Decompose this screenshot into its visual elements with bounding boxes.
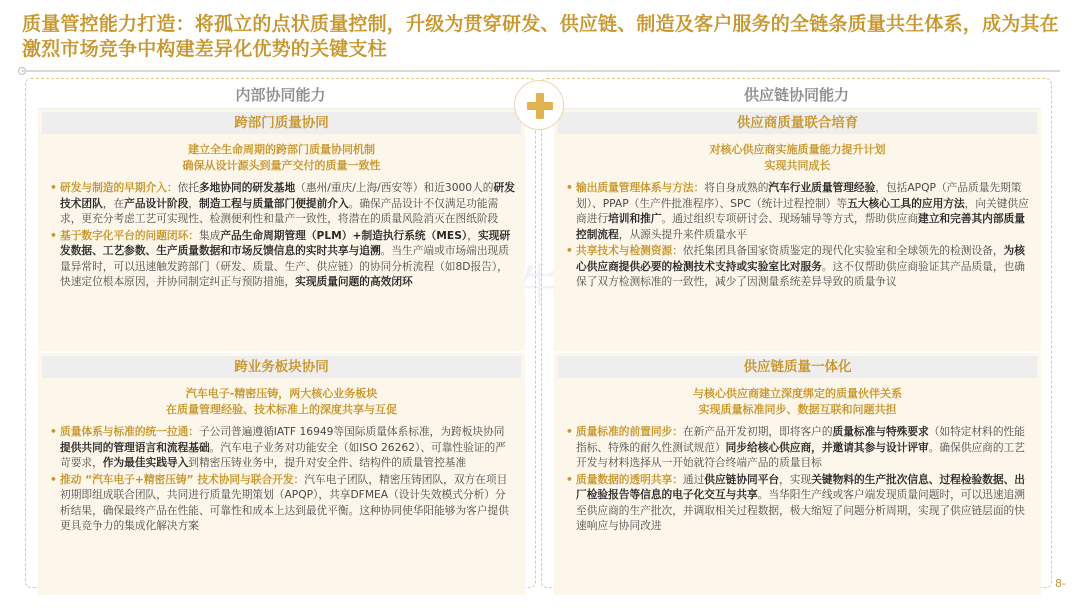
section-title: 供应商质量联合培育: [558, 112, 1037, 134]
bullet-icon: •: [566, 181, 573, 194]
bullet-icon: •: [566, 472, 573, 486]
bullet-icon: •: [50, 472, 57, 486]
section-title: 跨业务板块协同: [42, 356, 521, 378]
list-item: • 质量标准的前置同步：在新产品开发初期，即将客户的质量标准与特殊要求（如特定材料的性能指标、特殊的耐久性测试规范）同步给核心供应商，并邀请其参与设计评审。确保供应商的工艺开发与材料选择从一开始就符合终端产品的质量目标: [566, 425, 1025, 469]
plus-icon: [514, 80, 564, 130]
list-item: • 推动 “汽车电子+精密压铸” 技术协同与联合开发：汽车电子团队，精密压铸团队，双方在项目初期即组成联合团队，共同进行质量先期策划（APQP），共享DFMEA（设计失效模式分析）分析结果，确保最终产品在性能、可靠性和成本上达到最优平衡。这种协同使华阳能够为客户提供更具竞争力的集成化解决方案: [50, 472, 509, 532]
list-item: • 研发与制造的早期介入：依托多地协同的研发基地（惠州/重庆/上海/西安等）和近3000人的研发技术团队，在产品设计阶段，制造工程与质量部门便提前介入。确保产品设计不仅满足功能需求，更充分考虑工艺可实现性、检测便利性和量产一致性，将潜在的质量风险消灭在图纸阶段: [50, 181, 515, 225]
list-item: • 质量数据的透明共享：通过供应链协同平台，实现关键物料的生产批次信息、过程检验数据、出厂检验报告等信息的电子化交互与共享。当华阳生产线或客户端发现质量问题时，可以迅速追溯至供应商的生产批次，并调取相关过程数据，极大缩短了问题分析周期，实现了供应链层面的快速响应与协同改进: [566, 472, 1025, 532]
bullet-icon: •: [50, 425, 57, 438]
supply-chain-collaboration-panel: [541, 78, 1052, 588]
section-tagline: 建立全生命周期的跨部门质量协同机制 确保从设计源头到量产交付的质量一致性: [182, 143, 381, 172]
list-item: • 共享技术与检测资源：依托集团具备国家资质鉴定的现代化实验室和全球领先的检测设备，为核心供应商提供必要的检测技术支持或实验室比对服务。这不仅帮助供应商验证其产品质量，也确保了双方检测标准的一致性，减少了因测量系统差异导致的质量争议: [566, 244, 1025, 288]
bullet-icon: •: [566, 425, 573, 438]
section-title: 跨部门质量协同: [42, 112, 521, 134]
bullet-icon: •: [50, 228, 57, 242]
bullet-icon: •: [50, 181, 57, 194]
panel-header: 内部协同能力: [26, 83, 535, 107]
page-number: 8-: [1055, 577, 1066, 590]
list-item: • 基于数字化平台的问题闭环：集成产品生命周期管理（PLM）+制造执行系统（MES），实现研发数据、工艺参数、生产质量数据和市场反馈信息的实时共享与追溯。当生产端或市场端出现质量异常时，可以迅速触发跨部门（研发、质量、生产、供应链）的协同分析流程（如8D报告），快速定位根本原因，并协同制定纠正与预防措施，实现质量问题的高效闭环: [50, 228, 511, 288]
panel-header: 供应链协同能力: [542, 83, 1051, 107]
supplier-cultivation-section: [554, 109, 1041, 351]
supply-chain-integration-section: [554, 353, 1041, 595]
cross-business-section: [38, 353, 525, 595]
section-tagline: 对核心供应商实施质量能力提升计划 实现共同成长: [709, 143, 886, 172]
section-title: 供应链质量一体化: [558, 356, 1037, 378]
bullet-icon: •: [566, 244, 573, 257]
page-title: 质量管控能力打造：将孤立的点状质量控制，升级为贯穿研发、供应链、制造及客户服务的全链条质量共生体系，成为其在激烈市场竞争中构建差异化优势的关键支柱: [22, 13, 1059, 60]
cross-department-section: [38, 109, 525, 351]
internal-collaboration-panel: [25, 78, 536, 588]
section-tagline: 汽车电子-精密压铸，两大核心业务板块 在质量管理经验、技术标准上的深度共享与互促: [166, 387, 397, 416]
list-item: • 输出质量管理体系与方法：将自身成熟的汽车行业质量管理经验，包括APQP（产品质量先期策划）、PPAP（生产件批准程序）、SPC（统计过程控制）等五大核心工具的应用方法，向关键供应商进行培训和推广。通过组织专项研讨会、现场辅导等方式，帮助供应商建立和完善其内部质量控制流程，从源头提升来件质量水平: [566, 181, 1029, 241]
title-divider: [22, 70, 1060, 72]
section-tagline: 与核心供应商建立深度绑定的质量伙伴关系 实现质量标准同步、数据互联和问题共担: [693, 387, 902, 416]
list-item: • 质量体系与标准的统一拉通：子公司普遍遵循IATF 16949等国际质量体系标准，为跨板块协同提供共同的管理语言和流程基础。汽车电子业务对功能安全（如ISO 26262）、可靠性验证的严苛要求，作为最佳实践导入到精密压铸业务中，提升对安全件、结构件的质量管控基准: [50, 425, 506, 469]
